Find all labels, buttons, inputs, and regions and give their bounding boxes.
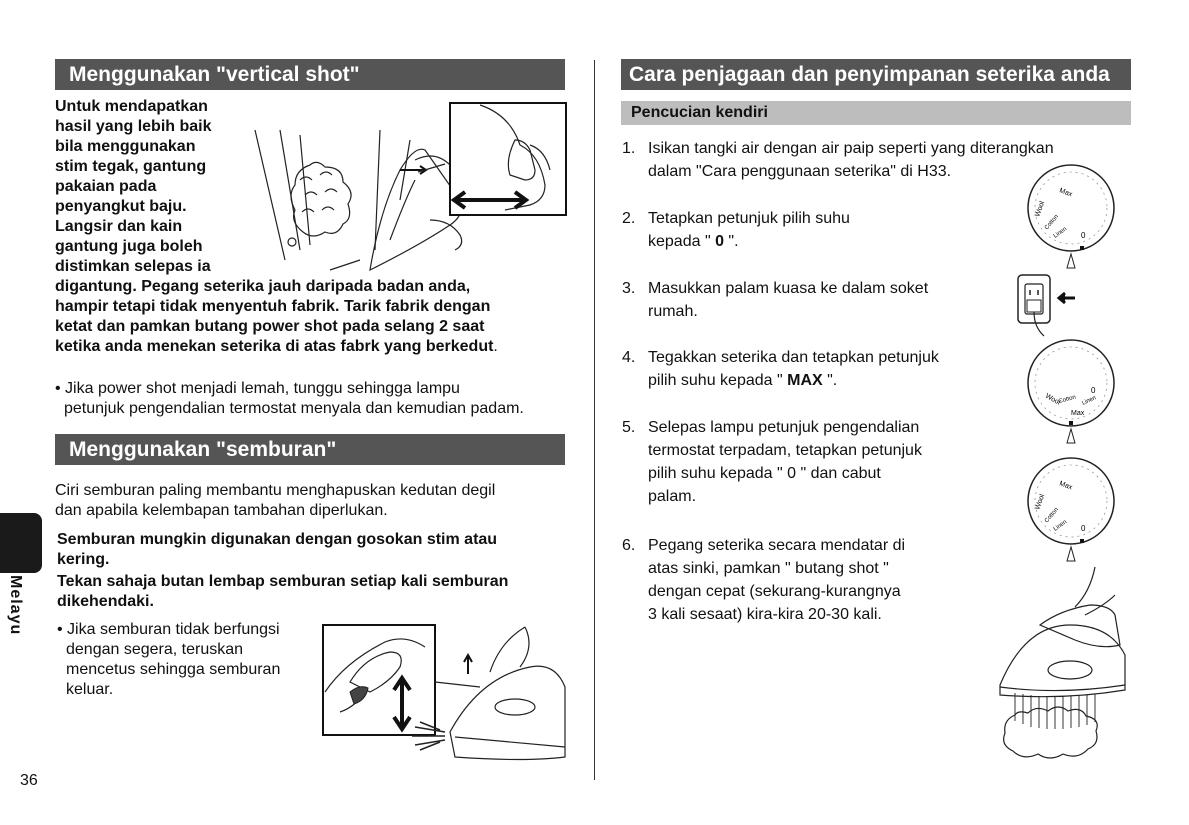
step-5 [622, 416, 1002, 508]
note-line: • Jika power shot menjadi lemah, tunggu sehingga lampu [55, 380, 460, 397]
dial-label-cotton: Cotton [1043, 506, 1060, 525]
step-line: Pegang seterika secara mendatar di [648, 537, 906, 554]
dial-label-max: Max [1058, 187, 1074, 199]
para-line: distimkan selepas ia [55, 258, 211, 275]
para-line: stim tegak, gantung [55, 158, 207, 175]
dial-label-cotton: Cotton [1043, 213, 1060, 232]
step-3 [622, 277, 1002, 323]
step-line: 3 kali sesaat) kira-kira 20-30 kali. [648, 606, 882, 623]
language-side-label: Melayu [7, 575, 24, 636]
step-line: rumah. [648, 303, 698, 320]
dial-label-linen: Linen [1052, 226, 1069, 240]
step-2 [622, 207, 1002, 253]
dial-label-max: Max [1071, 410, 1085, 417]
step-number: 2. [622, 210, 636, 227]
step-number: 1. [622, 140, 636, 157]
dial-label-wool: Wool [1034, 200, 1047, 218]
dial-label-linen: Linen [1081, 395, 1098, 407]
para-line: Untuk mendapatkan [55, 98, 208, 115]
dial-pointer-icon [1067, 547, 1075, 561]
step-line: Selepas lampu petunjuk pengendalian [648, 419, 920, 436]
step-line: Tegakkan seterika dan tetapkan petunjuk [648, 349, 939, 366]
step-text-bold: MAX [787, 372, 823, 389]
semburan-intro [55, 481, 575, 521]
step-line [648, 369, 939, 392]
bold-line: kering. [57, 551, 110, 568]
note-line: keluar. [66, 681, 114, 698]
step-line [648, 230, 850, 253]
step-number: 3. [622, 280, 636, 297]
temperature-dial-max [1025, 337, 1120, 447]
step-text [648, 137, 1054, 183]
para-line: digantung. Pegang seterika jauh daripada badan anda, [55, 278, 471, 295]
dial-marker [1080, 246, 1084, 250]
dial-label-cotton: Cotton [1057, 394, 1077, 405]
vertical-shot-illustration [240, 100, 570, 275]
dial-label-wool: Wool [1044, 392, 1062, 407]
step-line: termostat terpadam, tetapkan petunjuk [648, 442, 922, 459]
para-line: ketat dan pamkan butang power shot pada selang 2 saat [55, 318, 485, 335]
note-line: • Jika semburan tidak berfungsi [57, 621, 280, 638]
dial-label-zero: 0 [1091, 386, 1096, 395]
bold-line: dikehendaki. [57, 593, 154, 610]
temperature-dial-zero [1025, 162, 1120, 272]
intro-line: Ciri semburan paling membantu menghapuskan kedutan degil [55, 482, 496, 499]
step-line: Tetapkan petunjuk pilih suhu [648, 210, 850, 227]
step-number: 4. [622, 349, 636, 366]
dial-label-zero: 0 [1081, 524, 1086, 533]
dial-label-max: Max [1058, 480, 1074, 492]
step-line: atas sinki, pamkan " butang shot " [648, 560, 889, 577]
self-clean-subheading: Pencucian kendiri [621, 101, 1131, 125]
para-last-bold: ketika anda menekan seterika di atas fabrk yang berkedut [55, 338, 494, 355]
step-text [648, 277, 928, 323]
dial-pointer-icon [1067, 429, 1075, 443]
step-text-part: kepada " [648, 233, 716, 250]
step-line: Isikan tangki air dengan air paip seperti yang diterangkan [648, 140, 1054, 157]
dial-marker [1080, 539, 1084, 543]
insert-arrow-icon [1059, 293, 1075, 303]
semburan-bold-text [57, 530, 577, 612]
para-line: penyangkut baju. [55, 198, 187, 215]
step-line: Masukkan palam kuasa ke dalam soket [648, 280, 929, 297]
step-4 [622, 346, 1002, 392]
language-side-tab [0, 513, 42, 573]
step-text [648, 416, 922, 508]
dial-label-zero: 0 [1081, 231, 1086, 240]
step-line: dalam "Cara penggunaan seterika" di H33. [648, 163, 952, 180]
bold-line: Semburan mungkin digunakan dengan gosokan stim atau [57, 531, 498, 548]
step-6 [622, 534, 1002, 626]
step-line: palam. [648, 488, 697, 505]
page-number: 36 [20, 772, 38, 789]
step-text [648, 346, 939, 392]
para-line: hasil yang lebih baik [55, 118, 212, 135]
bold-line: Tekan sahaja butan lembap semburan setiap kali semburan [57, 573, 509, 590]
para-line: pakaian pada [55, 178, 157, 195]
note-line: mencetus sehingga semburan [66, 661, 281, 678]
step-text-bold: 0 [715, 233, 724, 250]
note-line: dengan segera, teruskan [66, 641, 244, 658]
vertical-shot-heading: Menggunakan "vertical shot" [55, 59, 565, 90]
vertical-shot-note [55, 379, 575, 419]
spray-illustration [320, 622, 570, 762]
step-text-part: ". [822, 372, 838, 389]
step-text-part: ". [723, 233, 739, 250]
para-line: hampir tetapi tidak menyentuh fabrik. Tarik fabrik dengan [55, 298, 491, 315]
plug-socket-illustration [1015, 272, 1095, 337]
column-divider [594, 60, 595, 780]
iron-steam-illustration [995, 565, 1130, 760]
dial-label-linen: Linen [1052, 519, 1069, 533]
dial-label-wool: Wool [1034, 493, 1047, 511]
para-line: bila menggunakan [55, 138, 196, 155]
intro-line: dan apabila kelembapan tambahan diperlukan. [55, 502, 388, 519]
step-line: dengan cepat (sekurang-kurangnya [648, 583, 901, 600]
step-number: 5. [622, 419, 636, 436]
step-line: pilih suhu kepada " 0 " dan cabut [648, 465, 881, 482]
semburan-note [57, 620, 317, 700]
para-line: Langsir dan kain [55, 218, 183, 235]
semburan-heading: Menggunakan "semburan" [55, 434, 565, 465]
care-heading: Cara penjagaan dan penyimpanan seterika anda [621, 59, 1131, 90]
para-last-period: . [493, 338, 498, 355]
step-text [648, 534, 905, 626]
dial-marker [1069, 421, 1073, 425]
para-line [55, 337, 575, 357]
para-line: gantung juga boleh [55, 238, 203, 255]
temperature-dial-zero-2 [1025, 455, 1120, 565]
step-text [648, 207, 850, 253]
step-text-part: pilih suhu kepada " [648, 372, 788, 389]
step-number: 6. [622, 537, 636, 554]
note-line: petunjuk pengendalian termostat menyala dan kemudian padam. [64, 400, 524, 417]
dial-pointer-icon [1067, 254, 1075, 268]
